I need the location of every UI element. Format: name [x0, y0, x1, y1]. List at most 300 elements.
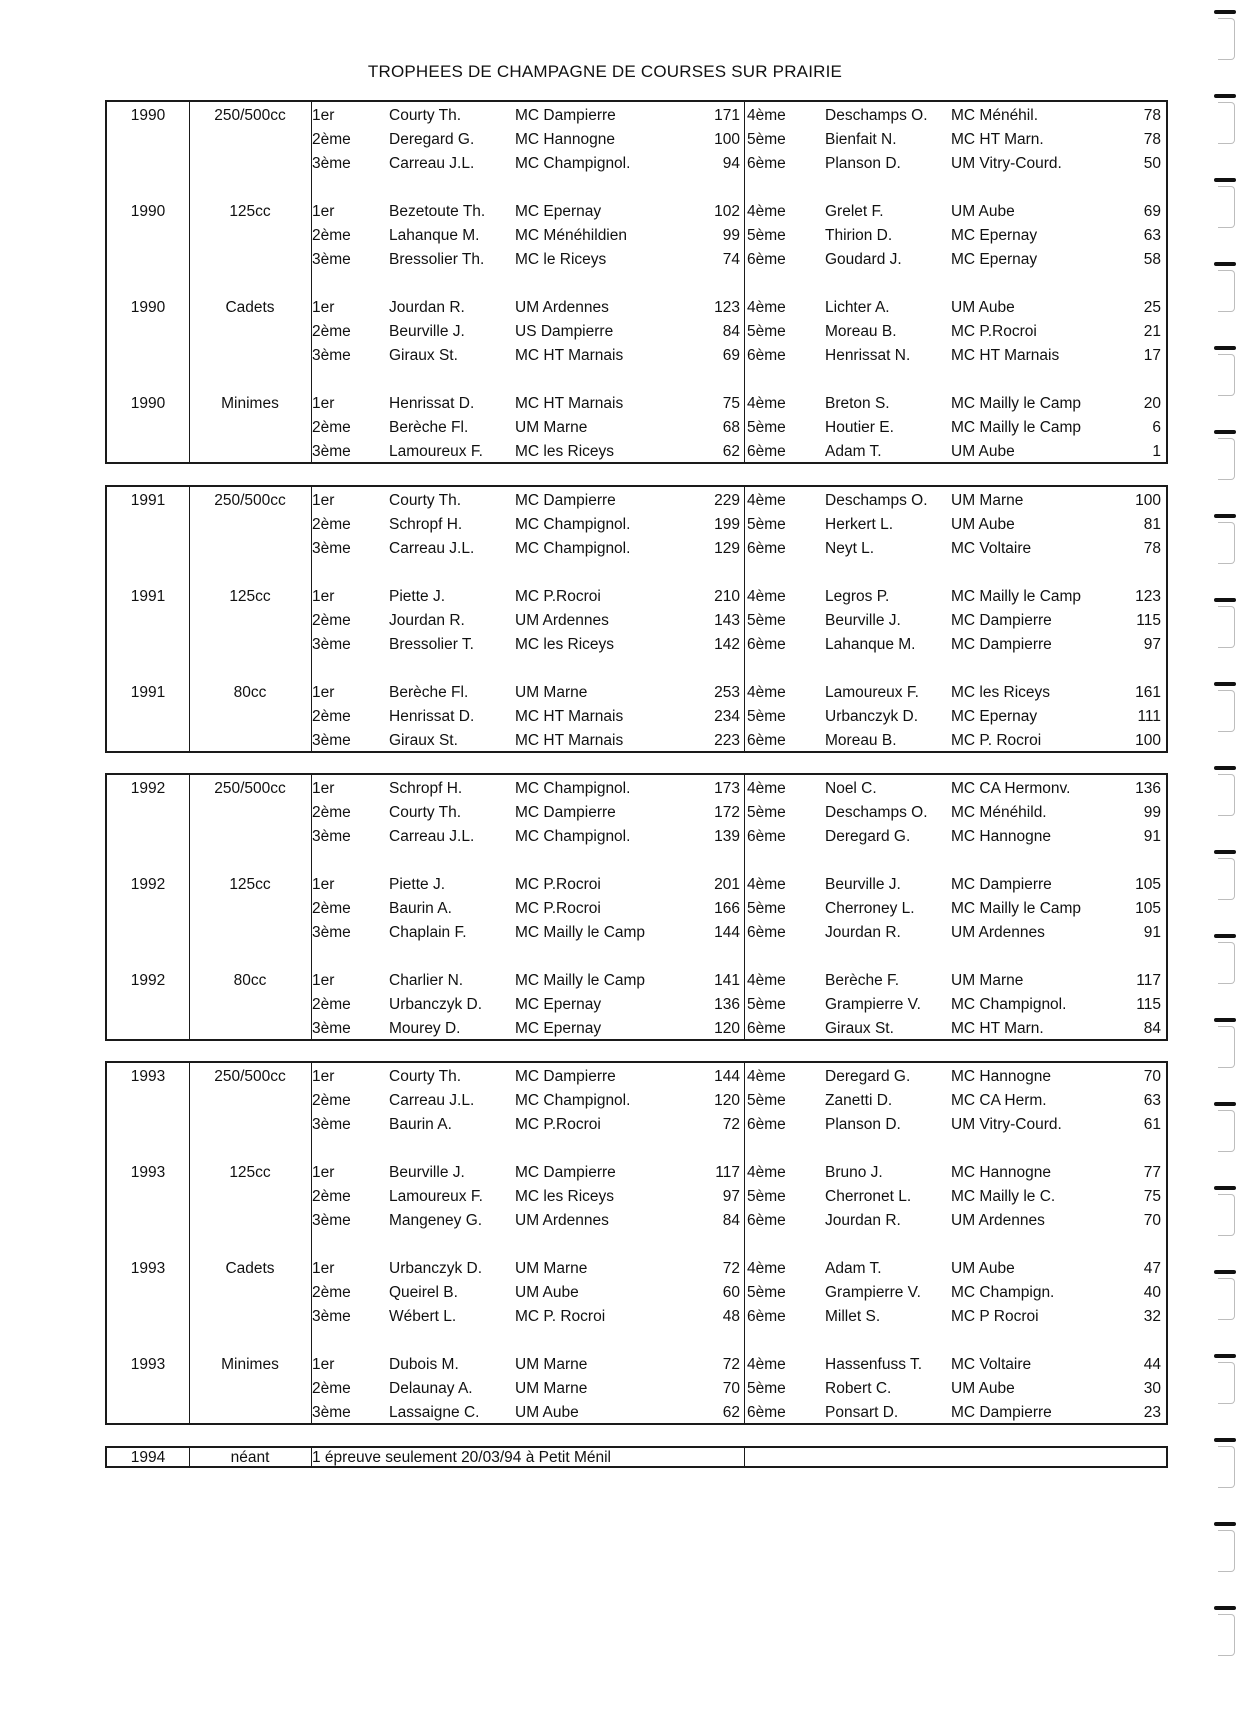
score-right-cell: 123: [1135, 588, 1161, 605]
club-left-cell: MC P.Rocroi: [515, 900, 601, 917]
place-left-cell: 1er: [312, 107, 335, 124]
name-right-cell: Deschamps O.: [825, 804, 928, 821]
place-left-cell: 1er: [312, 1068, 335, 1085]
place-left-cell: 2ème: [312, 1188, 351, 1205]
table-row: [107, 1401, 1166, 1425]
table-row: [107, 897, 1166, 921]
score-left-cell: 60: [722, 1284, 740, 1301]
club-right-cell: MC Voltaire: [951, 1356, 1032, 1373]
name-right-cell: Giraux St.: [825, 1020, 894, 1037]
table-row: [107, 1161, 1166, 1185]
table-row: [107, 200, 1166, 224]
score-left-cell: 172: [714, 804, 740, 821]
table-row: [107, 1209, 1166, 1233]
name-left-cell: Berèche Fl.: [389, 684, 469, 701]
club-left-cell: MC les Riceys: [515, 636, 615, 653]
table-row: [107, 296, 1166, 320]
results-block: [105, 100, 1168, 464]
club-left-cell: MC Dampierre: [515, 804, 616, 821]
results-block: [105, 1061, 1168, 1425]
binder-mark: [1214, 10, 1238, 60]
place-right-cell: 4ème: [747, 492, 786, 509]
place-right-cell: 5ème: [747, 708, 786, 725]
score-right-cell: 105: [1135, 876, 1161, 893]
place-left-cell: 2ème: [312, 900, 351, 917]
binder-mark: [1214, 1186, 1238, 1236]
note-text: 1 épreuve seulement 20/03/94 à Petit Ménil: [312, 1449, 611, 1466]
name-right-cell: Legros P.: [825, 588, 890, 605]
binder-mark: [1214, 1522, 1238, 1572]
club-right-cell: MC HT Marnais: [951, 347, 1060, 364]
name-left-cell: Carreau J.L.: [389, 1092, 475, 1109]
score-right-cell: 44: [1143, 1356, 1161, 1373]
place-left-cell: 1er: [312, 780, 335, 797]
score-right-cell: 61: [1143, 1116, 1161, 1133]
score-right-cell: 97: [1143, 636, 1161, 653]
club-right-cell: MC HT Marn.: [951, 1020, 1044, 1037]
score-right-cell: 75: [1143, 1188, 1161, 1205]
club-right-cell: MC Champign.: [951, 1284, 1055, 1301]
place-right-cell: 4ème: [747, 203, 786, 220]
club-left-cell: MC Champignol.: [515, 155, 631, 172]
table-row: [107, 633, 1166, 657]
binder-mark: [1214, 1354, 1238, 1404]
score-right-cell: 161: [1135, 684, 1161, 701]
binder-mark: [1214, 1102, 1238, 1152]
score-left-cell: 142: [714, 636, 740, 653]
place-right-cell: 5ème: [747, 131, 786, 148]
name-left-cell: Jourdan R.: [389, 299, 465, 316]
name-left-cell: Dubois M.: [389, 1356, 459, 1373]
table-row: [107, 969, 1166, 993]
name-left-cell: Charlier N.: [389, 972, 464, 989]
club-right-cell: MC Mailly le Camp: [951, 419, 1082, 436]
score-right-cell: 23: [1143, 1404, 1161, 1421]
name-left-cell: Piette J.: [389, 876, 445, 893]
place-left-cell: 3ème: [312, 924, 351, 941]
table-row: [107, 320, 1166, 344]
name-left-cell: Carreau J.L.: [389, 540, 475, 557]
name-left-cell: Jourdan R.: [389, 612, 465, 629]
year-cell: 1991: [130, 492, 166, 509]
club-right-cell: MC CA Hermonv.: [951, 780, 1071, 797]
name-left-cell: Deregard G.: [389, 131, 475, 148]
name-right-cell: Ponsart D.: [825, 1404, 899, 1421]
place-right-cell: 6ème: [747, 1212, 786, 1229]
club-left-cell: MC P.Rocroi: [515, 588, 601, 605]
name-right-cell: Noel C.: [825, 780, 877, 797]
table-row: [107, 777, 1166, 801]
score-left-cell: 223: [714, 732, 740, 749]
class-cell: Minimes: [221, 1356, 279, 1373]
table-row: [107, 392, 1166, 416]
name-left-cell: Giraux St.: [389, 732, 458, 749]
category-group: [107, 296, 1166, 368]
table-row: [107, 1185, 1166, 1209]
score-right-cell: 25: [1143, 299, 1161, 316]
name-right-cell: Bienfait N.: [825, 131, 897, 148]
name-right-cell: Grampierre V.: [825, 996, 921, 1013]
score-right-cell: 50: [1143, 155, 1161, 172]
binder-mark: [1214, 514, 1238, 564]
place-right-cell: 4ème: [747, 1068, 786, 1085]
name-right-cell: Breton S.: [825, 395, 890, 412]
place-right-cell: 6ème: [747, 924, 786, 941]
year-cell: 1993: [130, 1164, 166, 1181]
place-left-cell: 3ème: [312, 732, 351, 749]
name-right-cell: Planson D.: [825, 1116, 901, 1133]
year-cell: 1993: [130, 1260, 166, 1277]
club-right-cell: MC Mailly le Camp: [951, 588, 1082, 605]
club-right-cell: MC Ménéhild.: [951, 804, 1047, 821]
club-left-cell: UM Ardennes: [515, 612, 609, 629]
place-right-cell: 4ème: [747, 1164, 786, 1181]
club-left-cell: MC Dampierre: [515, 1164, 616, 1181]
score-left-cell: 72: [722, 1260, 740, 1277]
place-right-cell: 5ème: [747, 227, 786, 244]
name-left-cell: Carreau J.L.: [389, 155, 475, 172]
club-right-cell: MC Dampierre: [951, 612, 1052, 629]
club-right-cell: UM Aube: [951, 1380, 1015, 1397]
score-left-cell: 84: [722, 323, 740, 340]
page-title: TROPHEES DE CHAMPAGNE DE COURSES SUR PRAIRIE: [367, 62, 843, 81]
binder-mark: [1214, 766, 1238, 816]
place-left-cell: 2ème: [312, 996, 351, 1013]
note-row: [107, 1448, 1166, 1468]
year-cell: 1990: [130, 203, 166, 220]
table-row: [107, 537, 1166, 561]
club-right-cell: MC Epernay: [951, 251, 1038, 268]
score-right-cell: 117: [1136, 972, 1161, 989]
place-left-cell: 1er: [312, 1260, 335, 1277]
name-right-cell: Goudard J.: [825, 251, 902, 268]
class-cell: 125cc: [229, 876, 271, 893]
score-left-cell: 253: [714, 684, 740, 701]
club-right-cell: MC Dampierre: [951, 1404, 1052, 1421]
score-left-cell: 62: [722, 1404, 740, 1421]
score-left-cell: 84: [722, 1212, 740, 1229]
table-row: [107, 681, 1166, 705]
place-left-cell: 2ème: [312, 419, 351, 436]
score-left-cell: 75: [722, 395, 740, 412]
year-cell: 1992: [130, 780, 166, 797]
place-left-cell: 2ème: [312, 227, 351, 244]
club-right-cell: UM Aube: [951, 299, 1015, 316]
club-right-cell: MC Ménéhil.: [951, 107, 1038, 124]
class-cell: 125cc: [229, 1164, 271, 1181]
place-left-cell: 2ème: [312, 708, 351, 725]
name-right-cell: Urbanczyk D.: [825, 708, 919, 725]
score-left-cell: 136: [714, 996, 740, 1013]
club-left-cell: MC Champignol.: [515, 540, 631, 557]
club-left-cell: MC les Riceys: [515, 443, 615, 460]
table-row: [107, 440, 1166, 464]
place-right-cell: 5ème: [747, 996, 786, 1013]
score-left-cell: 171: [714, 107, 740, 124]
name-right-cell: Millet S.: [825, 1308, 881, 1325]
club-left-cell: MC HT Marnais: [515, 732, 624, 749]
club-right-cell: MC CA Herm.: [951, 1092, 1047, 1109]
class-cell: 250/500cc: [214, 1068, 286, 1085]
score-left-cell: 97: [722, 1188, 740, 1205]
place-right-cell: 6ème: [747, 828, 786, 845]
class-cell: Cadets: [225, 299, 275, 316]
name-left-cell: Lahanque M.: [389, 227, 480, 244]
binder-mark: [1214, 1018, 1238, 1068]
club-left-cell: MC P.Rocroi: [515, 1116, 601, 1133]
score-right-cell: 105: [1135, 900, 1161, 917]
club-left-cell: MC P. Rocroi: [515, 1308, 606, 1325]
place-right-cell: 6ème: [747, 540, 786, 557]
club-right-cell: UM Marne: [951, 492, 1024, 509]
place-right-cell: 4ème: [747, 684, 786, 701]
name-left-cell: Mourey D.: [389, 1020, 461, 1037]
place-right-cell: 6ème: [747, 1404, 786, 1421]
club-right-cell: MC P.Rocroi: [951, 323, 1037, 340]
club-right-cell: MC Dampierre: [951, 876, 1052, 893]
club-left-cell: MC Champignol.: [515, 780, 631, 797]
club-right-cell: MC Mailly le Camp: [951, 395, 1082, 412]
club-right-cell: UM Aube: [951, 443, 1015, 460]
binder-mark: [1214, 598, 1238, 648]
score-right-cell: 32: [1143, 1308, 1161, 1325]
place-left-cell: 2ème: [312, 1380, 351, 1397]
name-right-cell: Hassenfuss T.: [825, 1356, 923, 1373]
club-right-cell: MC Mailly le Camp: [951, 900, 1082, 917]
category-group: [107, 681, 1166, 753]
place-left-cell: 1er: [312, 492, 335, 509]
club-right-cell: UM Aube: [951, 516, 1015, 533]
score-left-cell: 70: [722, 1380, 740, 1397]
place-right-cell: 6ème: [747, 1116, 786, 1133]
place-right-cell: 4ème: [747, 588, 786, 605]
place-right-cell: 4ème: [747, 876, 786, 893]
place-left-cell: 1er: [312, 684, 335, 701]
table-row: [107, 1305, 1166, 1329]
class-cell: 125cc: [229, 588, 271, 605]
binder-mark: [1214, 1270, 1238, 1320]
score-left-cell: 72: [722, 1356, 740, 1373]
score-right-cell: 77: [1143, 1164, 1161, 1181]
class-cell: néant: [230, 1449, 270, 1466]
name-left-cell: Beurville J.: [389, 1164, 465, 1181]
place-left-cell: 3ème: [312, 828, 351, 845]
name-left-cell: Courty Th.: [389, 107, 462, 124]
year-cell: 1990: [130, 107, 166, 124]
class-cell: 250/500cc: [214, 492, 286, 509]
score-left-cell: 48: [722, 1308, 740, 1325]
table-row: [107, 921, 1166, 945]
name-left-cell: Mangeney G.: [389, 1212, 483, 1229]
club-right-cell: MC HT Marn.: [951, 131, 1044, 148]
note-block: [105, 1446, 1168, 1468]
score-right-cell: 47: [1143, 1260, 1161, 1277]
place-left-cell: 3ème: [312, 1404, 351, 1421]
name-left-cell: Courty Th.: [389, 1068, 462, 1085]
table-row: [107, 705, 1166, 729]
place-right-cell: 5ème: [747, 1092, 786, 1109]
place-left-cell: 3ème: [312, 540, 351, 557]
place-right-cell: 6ème: [747, 155, 786, 172]
place-right-cell: 5ème: [747, 900, 786, 917]
name-left-cell: Lamoureux F.: [389, 1188, 483, 1205]
club-left-cell: UM Marne: [515, 1260, 588, 1277]
binder-mark: [1214, 262, 1238, 312]
club-right-cell: MC Champignol.: [951, 996, 1067, 1013]
name-left-cell: Beurville J.: [389, 323, 465, 340]
name-left-cell: Henrissat D.: [389, 395, 475, 412]
score-left-cell: 99: [722, 227, 740, 244]
score-right-cell: 84: [1143, 1020, 1161, 1037]
score-right-cell: 58: [1143, 251, 1161, 268]
name-left-cell: Schropf H.: [389, 780, 463, 797]
name-right-cell: Deregard G.: [825, 828, 911, 845]
place-left-cell: 3ème: [312, 1020, 351, 1037]
table-row: [107, 513, 1166, 537]
club-left-cell: MC Epernay: [515, 203, 602, 220]
category-group: [107, 1161, 1166, 1233]
name-left-cell: Baurin A.: [389, 1116, 452, 1133]
binder-mark: [1214, 346, 1238, 396]
year-cell: 1994: [130, 1449, 166, 1466]
name-left-cell: Berèche Fl.: [389, 419, 469, 436]
name-left-cell: Lamoureux F.: [389, 443, 483, 460]
place-right-cell: 6ème: [747, 443, 786, 460]
place-left-cell: 3ème: [312, 1308, 351, 1325]
table-row: [107, 873, 1166, 897]
club-left-cell: MC le Riceys: [515, 251, 607, 268]
club-left-cell: MC Hannogne: [515, 131, 615, 148]
table-row: [107, 1281, 1166, 1305]
place-left-cell: 1er: [312, 299, 335, 316]
class-cell: 80cc: [233, 684, 267, 701]
table-row: [107, 585, 1166, 609]
club-left-cell: UM Marne: [515, 419, 588, 436]
place-left-cell: 1er: [312, 1164, 335, 1181]
score-right-cell: 78: [1143, 107, 1161, 124]
name-right-cell: Lamoureux F.: [825, 684, 919, 701]
place-left-cell: 3ème: [312, 155, 351, 172]
club-left-cell: MC Epernay: [515, 1020, 602, 1037]
score-left-cell: 72: [722, 1116, 740, 1133]
club-right-cell: MC Voltaire: [951, 540, 1032, 557]
place-left-cell: 1er: [312, 203, 335, 220]
name-left-cell: Bressolier T.: [389, 636, 474, 653]
name-left-cell: Carreau J.L.: [389, 828, 475, 845]
name-left-cell: Delaunay A.: [389, 1380, 473, 1397]
club-left-cell: MC Dampierre: [515, 1068, 616, 1085]
place-right-cell: 5ème: [747, 612, 786, 629]
place-right-cell: 4ème: [747, 1356, 786, 1373]
place-left-cell: 3ème: [312, 443, 351, 460]
class-cell: 250/500cc: [214, 107, 286, 124]
club-right-cell: MC P Rocroi: [951, 1308, 1039, 1325]
name-right-cell: Houtier E.: [825, 419, 894, 436]
table-row: [107, 489, 1166, 513]
place-left-cell: 1er: [312, 395, 335, 412]
table-row: [107, 729, 1166, 753]
score-right-cell: 30: [1143, 1380, 1161, 1397]
table-row: [107, 1089, 1166, 1113]
club-left-cell: MC Ménéhildien: [515, 227, 627, 244]
category-group: [107, 1257, 1166, 1329]
binder-mark: [1214, 682, 1238, 732]
place-right-cell: 4ème: [747, 780, 786, 797]
place-right-cell: 4ème: [747, 972, 786, 989]
score-right-cell: 81: [1143, 516, 1161, 533]
score-left-cell: 74: [722, 251, 740, 268]
name-right-cell: Planson D.: [825, 155, 901, 172]
club-left-cell: MC Mailly le Camp: [515, 924, 646, 941]
place-right-cell: 4ème: [747, 395, 786, 412]
score-right-cell: 78: [1143, 540, 1161, 557]
place-left-cell: 2ème: [312, 612, 351, 629]
score-left-cell: 139: [714, 828, 740, 845]
score-left-cell: 201: [714, 876, 740, 893]
class-cell: 250/500cc: [214, 780, 286, 797]
score-left-cell: 234: [714, 708, 740, 725]
score-left-cell: 199: [714, 516, 740, 533]
place-right-cell: 6ème: [747, 636, 786, 653]
score-right-cell: 136: [1135, 780, 1161, 797]
class-cell: Minimes: [221, 395, 279, 412]
results-block: [105, 773, 1168, 1041]
score-right-cell: 100: [1135, 732, 1161, 749]
name-left-cell: Piette J.: [389, 588, 445, 605]
results-block: [105, 485, 1168, 753]
club-right-cell: UM Vitry-Courd.: [951, 1116, 1062, 1133]
place-right-cell: 5ème: [747, 1284, 786, 1301]
score-left-cell: 173: [714, 780, 740, 797]
place-right-cell: 5ème: [747, 323, 786, 340]
name-right-cell: Berèche F.: [825, 972, 900, 989]
name-right-cell: Grampierre V.: [825, 1284, 921, 1301]
score-right-cell: 115: [1136, 612, 1161, 629]
score-right-cell: 115: [1136, 996, 1161, 1013]
name-left-cell: Urbanczyk D.: [389, 1260, 483, 1277]
binder-mark: [1214, 1438, 1238, 1488]
table-row: [107, 1257, 1166, 1281]
club-right-cell: MC Epernay: [951, 227, 1038, 244]
name-right-cell: Adam T.: [825, 1260, 882, 1277]
club-left-cell: MC Champignol.: [515, 516, 631, 533]
name-left-cell: Chaplain F.: [389, 924, 467, 941]
table-row: [107, 104, 1166, 128]
place-left-cell: 2ème: [312, 323, 351, 340]
category-group: [107, 969, 1166, 1041]
year-cell: 1991: [130, 588, 166, 605]
score-right-cell: 91: [1143, 924, 1161, 941]
score-left-cell: 144: [714, 924, 740, 941]
club-right-cell: MC Epernay: [951, 708, 1038, 725]
place-right-cell: 5ème: [747, 419, 786, 436]
table-row: [107, 1377, 1166, 1401]
score-right-cell: 6: [1152, 419, 1161, 436]
name-left-cell: Wébert L.: [389, 1308, 457, 1325]
score-left-cell: 117: [715, 1164, 740, 1181]
year-cell: 1992: [130, 876, 166, 893]
name-left-cell: Bezetoute Th.: [389, 203, 486, 220]
club-right-cell: UM Marne: [951, 972, 1024, 989]
score-left-cell: 100: [714, 131, 740, 148]
score-right-cell: 63: [1143, 227, 1161, 244]
name-right-cell: Deschamps O.: [825, 107, 928, 124]
place-left-cell: 3ème: [312, 347, 351, 364]
name-left-cell: Schropf H.: [389, 516, 463, 533]
name-left-cell: Courty Th.: [389, 492, 462, 509]
score-left-cell: 144: [714, 1068, 740, 1085]
club-right-cell: MC les Riceys: [951, 684, 1051, 701]
